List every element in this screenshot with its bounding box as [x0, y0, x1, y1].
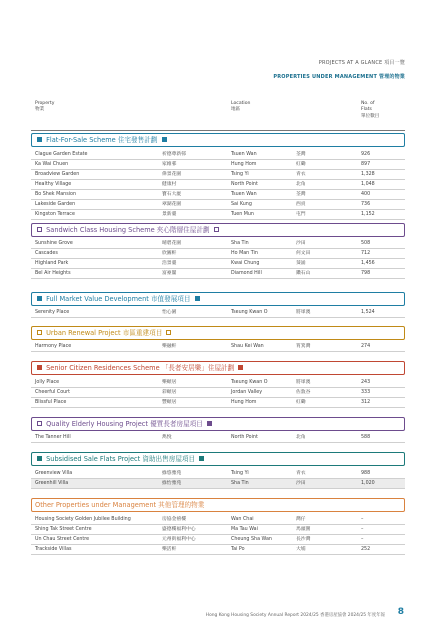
- page-header-title: PROPERTIES UNDER MANAGEMENT 管理的物業: [273, 74, 405, 80]
- square-marker-icon: [37, 421, 42, 426]
- square-marker-icon: [238, 365, 243, 370]
- table-row: Clague Garden Estate 祈德尊新邨 Tsuen Wan 荃灣 926: [31, 150, 405, 160]
- square-marker-icon: [37, 227, 42, 232]
- page-number: 8: [397, 607, 404, 617]
- table-row: Un Chau Street Centre 元州街福利中心 Cheung Sha Wan 長沙灣 –: [31, 535, 405, 545]
- square-marker-icon: [214, 227, 219, 232]
- table-row: Highland Park 浩景臺 Kwai Chung 葵涌 1,456: [31, 259, 405, 269]
- table-row: Jolly Place 樂頤居 Tseung Kwan O 將軍澳 243: [31, 378, 405, 388]
- table-row: Healthy Village 健康村 North Point 北角 1,048: [31, 180, 405, 190]
- table-row: Kingston Terrace 景新臺 Tuen Mun 屯門 1,152: [31, 210, 405, 220]
- section-header-urban-renewal: Urban Renewal Project 市區重建項目: [31, 326, 405, 340]
- square-marker-icon: [37, 137, 42, 142]
- table-row: Broadview Garden 偉景花園 Tsing Yi 青衣 1,328: [31, 170, 405, 180]
- table-row: Cascades 欣圖軒 Ho Man Tin 何文田 712: [31, 249, 405, 259]
- square-marker-icon: [166, 330, 171, 335]
- square-marker-icon: [37, 456, 42, 461]
- square-marker-icon: [37, 330, 42, 335]
- section-header-other-properties: Other Properties under Management 其他管理的物業: [31, 498, 405, 512]
- square-marker-icon: [37, 365, 42, 370]
- page-header-category: PROJECTS AT A GLANCE 項目一覽: [318, 60, 405, 66]
- table-row: Cheerful Court 彩頤居 Jordan Valley 佐敦谷 333: [31, 388, 405, 398]
- section-header-sandwich-class: Sandwich Class Housing Scheme 夾心階層住屋計劃: [31, 223, 405, 237]
- table-row: The Tanner Hill 雋悅 North Point 北角 588: [31, 433, 405, 443]
- square-marker-icon: [199, 456, 204, 461]
- section-header-full-market-value: Full Market Value Development 市值發展項目: [31, 292, 405, 306]
- square-marker-icon: [162, 137, 167, 142]
- table-row: Shing Tak Street Centre 盛德樓福利中心 Ma Tau Wai 馬頭圍 –: [31, 525, 405, 535]
- table-row: Greenhill Villa 綠怡雅苑 Sha Tin 沙田 1,020: [31, 479, 405, 489]
- table-row: Greenview Villa 綠悠雅苑 Tsing Yi 青衣 988: [31, 469, 405, 479]
- header-divider: [31, 130, 405, 131]
- table-row: Sunshine Grove 晴碧花園 Sha Tin 沙田 508: [31, 239, 405, 249]
- section-header-quality-elderly-housing: Quality Elderly Housing Project 優質長者房屋項目: [31, 417, 405, 431]
- table-row: Harmony Place 樂融軒 Shau Kei Wan 筲箕灣 274: [31, 342, 405, 352]
- square-marker-icon: [207, 421, 212, 426]
- table-row: Trackside Villas 樂活軒 Tai Po 大埔 252: [31, 545, 405, 555]
- column-header-property: Property 物業: [35, 101, 55, 113]
- table-row: Bel Air Heights 富豪閣 Diamond Hill 鑽石山 798: [31, 269, 405, 279]
- table-row: Lakeside Garden 翠湖花園 Sai Kung 西貢 736: [31, 200, 405, 210]
- table-row: Serenity Place 怡心園 Tseung Kwan O 將軍澳 1,524: [31, 308, 405, 318]
- square-marker-icon: [37, 296, 42, 301]
- column-header-location: Location 地區: [231, 101, 251, 113]
- page-footer: Hong Kong Housing Society Annual Report 2024/25 香港房屋協會 2024/25 年度年報: [205, 613, 385, 618]
- section-header-flat-for-sale: Flat-For-Sale Scheme 住宅發售計劃: [31, 133, 405, 147]
- square-marker-icon: [195, 296, 200, 301]
- column-header-flats: No. of Flats 單位數目: [361, 101, 380, 119]
- table-row: Housing Society Golden Jubilee Building 房協金禧樓 Wan Chai 灣仔 –: [31, 515, 405, 525]
- table-row: Blissful Place 豐頤居 Hung Hom 紅磡 312: [31, 398, 405, 408]
- table-row: Bo Shek Mansion 寶石大廈 Tsuen Wan 荃灣 400: [31, 190, 405, 200]
- table-row: Ka Wai Chuen 家維邨 Hung Hom 紅磡 897: [31, 160, 405, 170]
- section-header-subsidised-sale-flats: Subsidised Sale Flats Project 資助出售房屋項目: [31, 452, 405, 466]
- section-header-senior-citizen: Senior Citizen Residences Scheme 「長者安居樂」住屋計劃: [31, 361, 405, 375]
